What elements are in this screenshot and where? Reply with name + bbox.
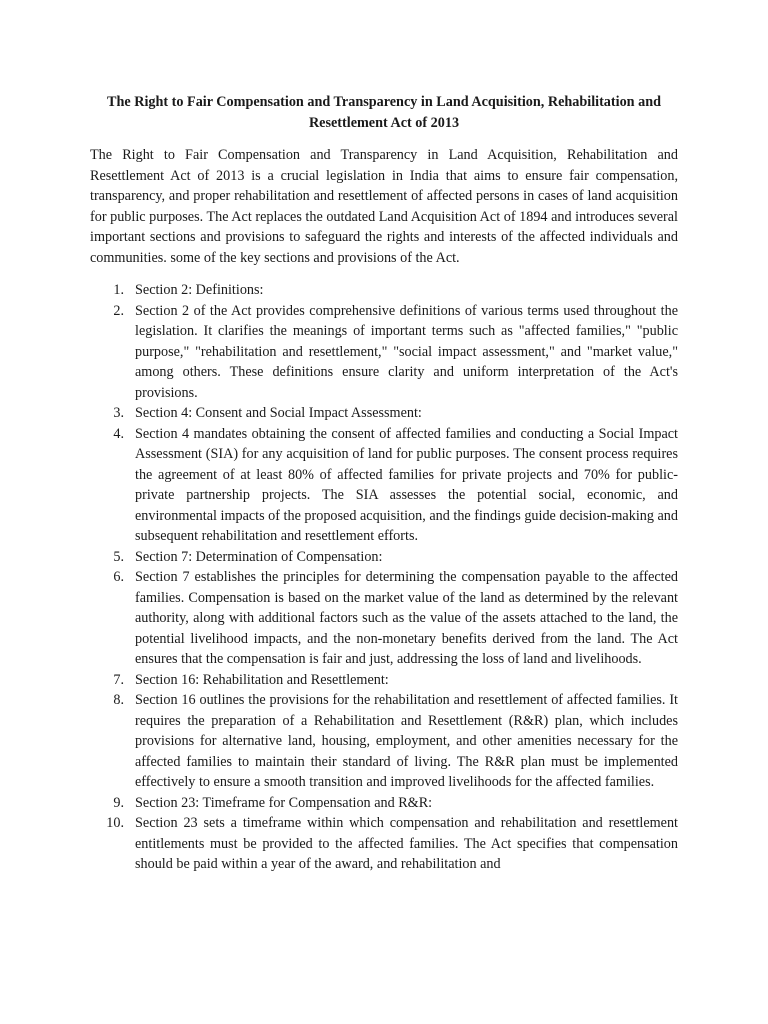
list-item-text: Section 7 establishes the principles for determining the compensation payable to the affected families. Compensation is based on the market value of the land as determined by the relevant authority, along with additional factors such as the value of the assets attached to the land, the potential livelihood impacts, and the non-monetary benefits derived from the land. The Act ensures that the compensation is fair and just, addressing the loss of land and livelihoods. [135, 569, 678, 667]
list-item [90, 547, 678, 568]
list-item-text: Section 2: Definitions: [135, 282, 264, 298]
list-item-text: Section 23 sets a timeframe within which compensation and rehabilitation and resettlement entitlements must be provided to the affected families. The Act specifies that compensation should be paid within a year of the award, and rehabilitation and [135, 815, 678, 872]
list-item-text: Section 4: Consent and Social Impact Assessment: [135, 405, 422, 421]
list-item-text: Section 16: Rehabilitation and Resettlement: [135, 671, 389, 688]
list-item-text: Section 4 mandates obtaining the consent of affected families and conducting a Social Impact Assessment (SIA) for any acquisition of land for public purposes. The consent process requires the agreement of at least 80% of affected families for private projects and 70% for public-private partnership projects. The SIA assesses the potential social, economic, and environmental impacts of the proposed acquisition, and the findings guide decision-making and subsequent rehabilitation and resettlement efforts. [135, 425, 678, 544]
list-item-text: Section 2 of the Act provides comprehensive definitions of various terms used throughout the legislation. It clarifies the meanings of important terms such as "affected families," "public purpose," "rehabilitation and resettlement," "social impact assessment," and "market value," among others. These definitions ensure clarity and uniform interpretation of the Act's provisions. [135, 302, 678, 401]
sections-list [90, 280, 678, 875]
list-item [90, 670, 678, 691]
list-item [90, 813, 678, 875]
document-page [90, 92, 678, 875]
list-item-text: Section 23: Timeframe for Compensation and R&R: [135, 794, 433, 811]
document-title: The Right to Fair Compensation and Transparency in Land Acquisition, Rehabilitation and Resettlement Act of 2013 [107, 94, 661, 131]
intro-paragraph: The Right to Fair Compensation and Transparency in Land Acquisition, Rehabilitation and Resettlement Act of 2013 is a crucial legislation in India that aims to ensure fair compensation, transparency, and proper rehabilitation and resettlement of affected persons in cases of land acquisition for public purposes. The Act replaces the outdated Land Acquisition Act of 1894 and introduces several important sections and provisions to safeguard the rights and interests of the affected individuals and communities. some of the key sections and provisions of the Act. [90, 147, 678, 266]
list-item-number: 8. [113, 692, 124, 708]
list-item-number: 10. [106, 815, 124, 831]
list-item-text: Section 7: Determination of Compensation: [135, 548, 383, 565]
list-item-number: 3. [113, 405, 124, 421]
list-item-number: 6. [113, 569, 124, 585]
list-item [90, 793, 678, 814]
list-item [90, 280, 678, 301]
list-item-number: 1. [113, 282, 124, 298]
list-item [90, 567, 678, 670]
list-item-number: 7. [113, 671, 124, 688]
list-item [90, 690, 678, 793]
list-item-number: 9. [113, 794, 124, 811]
list-item-number: 2. [113, 302, 124, 319]
list-item-number: 4. [113, 425, 124, 442]
list-item-number: 5. [113, 548, 124, 565]
list-item [90, 424, 678, 547]
list-item [90, 301, 678, 404]
list-item-text: Section 16 outlines the provisions for the rehabilitation and resettlement of affected families. It requires the preparation of a Rehabilitation and Resettlement (R&R) plan, which includes provisions for alternative land, housing, employment, and other amenities necessary for the affected families to maintain their standard of living. The R&R plan must be implemented effectively to ensure a smooth transition and improved livelihoods for the affected families. [135, 692, 678, 790]
list-item [90, 403, 678, 424]
